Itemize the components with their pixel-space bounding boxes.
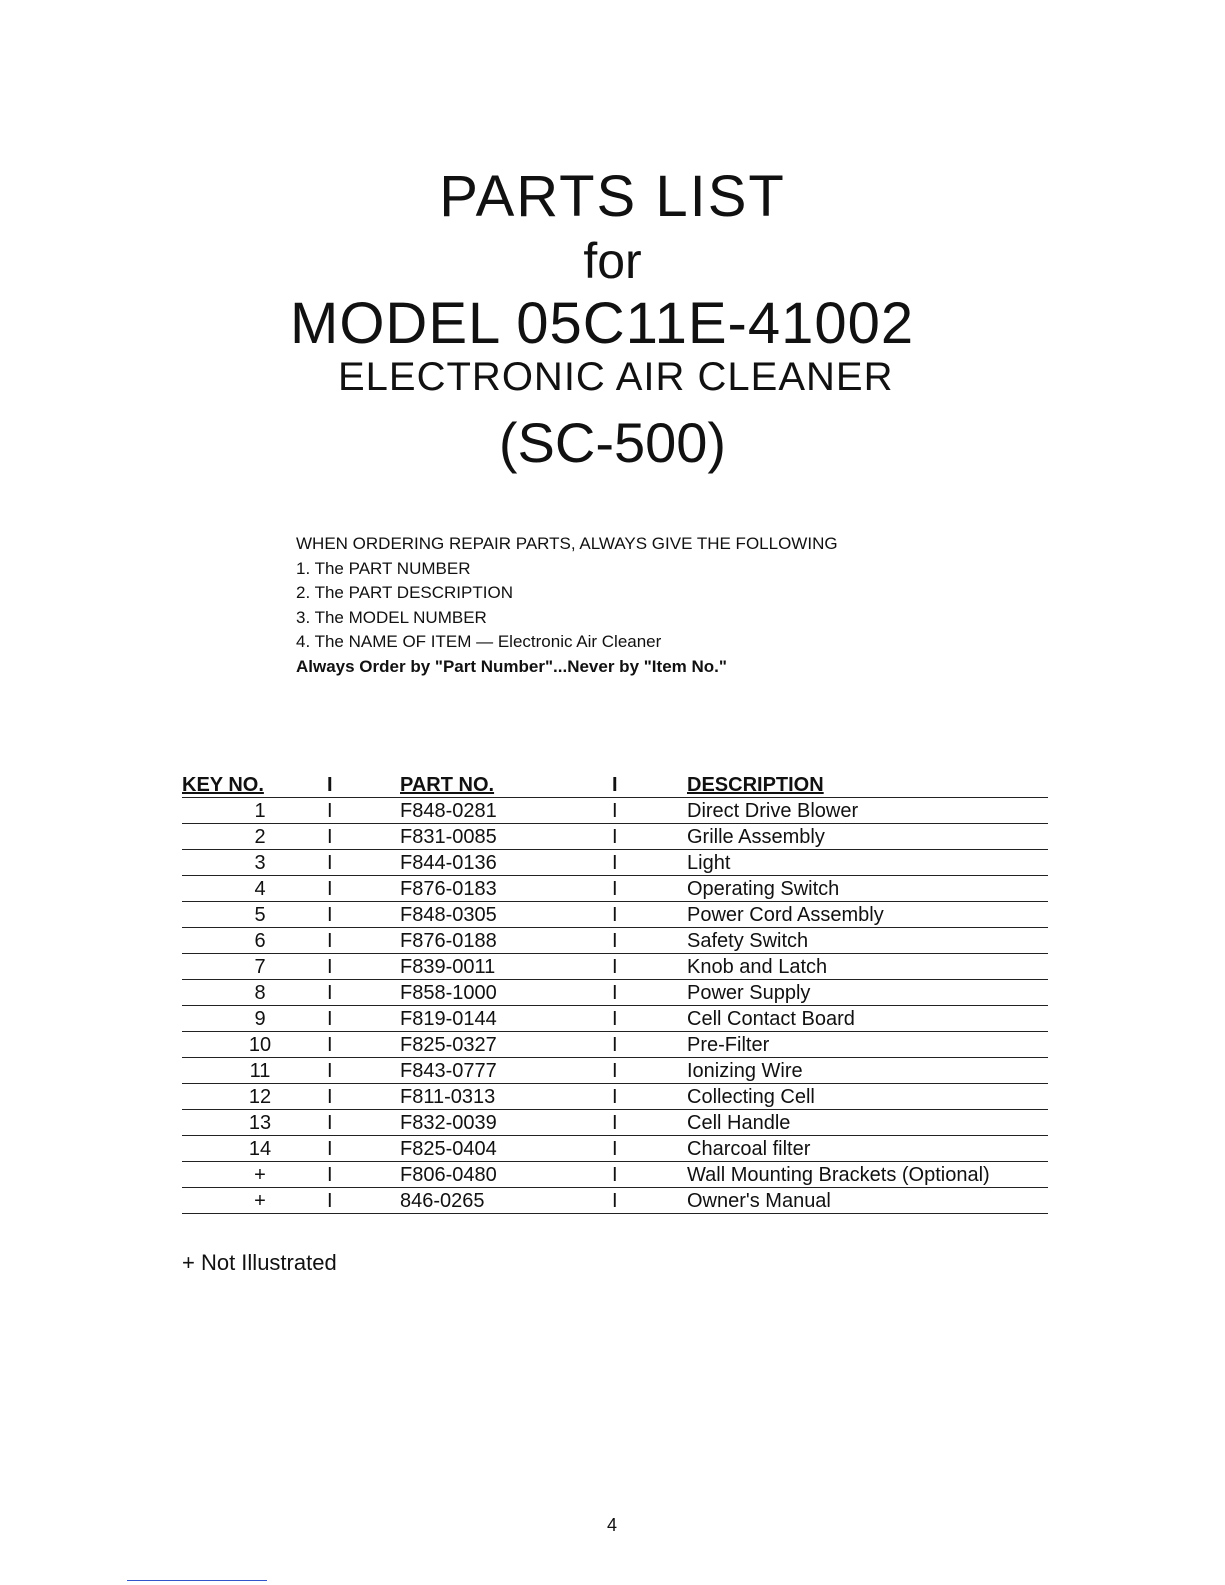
column-separator: I — [612, 1112, 618, 1134]
part-no-cell: F876-0183 — [400, 878, 497, 900]
column-separator: I — [327, 956, 333, 978]
table-row — [182, 1110, 1048, 1136]
key-no-cell: 12 — [248, 1086, 272, 1108]
instruction-item: 1. The PART NUMBER — [296, 558, 471, 578]
column-separator: I — [327, 852, 333, 874]
title-model: MODEL 05C11E-41002 — [290, 291, 915, 356]
part-no-cell: F839-0011 — [400, 956, 496, 978]
table-row — [182, 980, 1048, 1006]
column-separator: I — [327, 1164, 333, 1186]
part-no-cell: F831-0085 — [400, 826, 497, 848]
column-separator: I — [612, 878, 618, 900]
key-no-cell: 11 — [249, 1060, 271, 1082]
parts-table — [182, 772, 1048, 1214]
header-key-no: KEY NO. — [182, 774, 264, 796]
description-cell: Power Supply — [687, 982, 811, 1004]
title-parts-list: PARTS LIST — [439, 164, 786, 229]
column-separator: I — [612, 982, 618, 1004]
instruction-item: 2. The PART DESCRIPTION — [296, 583, 513, 602]
description-cell: Cell Handle — [687, 1112, 791, 1134]
ordering-instructions — [296, 532, 838, 679]
column-separator: I — [612, 826, 618, 848]
instruction-item: 4. The NAME OF ITEM — Electronic Air Cleaner — [296, 632, 662, 651]
order-note: Always Order by "Part Number"...Never by "Item No." — [296, 656, 727, 676]
page-number: 4 — [607, 1515, 618, 1535]
key-no-cell: + — [254, 1164, 266, 1186]
description-cell: Safety Switch — [687, 930, 809, 952]
column-separator: I — [327, 774, 333, 796]
column-separator: I — [612, 956, 618, 978]
description-cell: Ionizing Wire — [687, 1060, 803, 1082]
part-no-cell: F811-0313 — [400, 1086, 496, 1108]
title-code: (SC-500) — [498, 411, 727, 474]
key-no-cell: 3 — [254, 852, 266, 874]
column-separator: I — [327, 800, 333, 822]
column-separator: I — [612, 1008, 618, 1030]
header-description: DESCRIPTION — [687, 774, 824, 796]
title-product: ELECTRONIC AIR CLEANER — [338, 355, 894, 399]
column-separator: I — [327, 1086, 333, 1108]
instructions-heading: WHEN ORDERING REPAIR PARTS, ALWAYS GIVE THE FOLLOWING — [296, 534, 838, 553]
description-cell: Charcoal filter — [687, 1138, 811, 1160]
description-cell: Power Cord Assembly — [687, 904, 884, 926]
table-row — [182, 1032, 1048, 1058]
column-separator: I — [327, 930, 333, 952]
key-no-cell: 8 — [254, 982, 266, 1004]
table-row — [182, 928, 1048, 954]
table-row — [182, 1162, 1048, 1188]
column-separator: I — [612, 800, 618, 822]
key-no-cell: 2 — [254, 826, 266, 848]
table-row — [182, 798, 1048, 824]
table-row — [182, 1188, 1048, 1214]
bottom-rule — [127, 1580, 267, 1581]
description-cell: Grille Assembly — [687, 826, 825, 848]
description-cell: Wall Mounting Brackets (Optional) — [687, 1164, 990, 1186]
part-no-cell: F844-0136 — [400, 852, 497, 874]
part-no-cell: F848-0305 — [400, 904, 497, 926]
key-no-cell: + — [254, 1190, 266, 1212]
column-separator: I — [612, 774, 618, 796]
description-cell: Operating Switch — [687, 878, 840, 900]
key-no-cell: 1 — [254, 800, 266, 822]
column-separator: I — [612, 1164, 618, 1186]
column-separator: I — [327, 878, 333, 900]
key-no-cell: 7 — [254, 956, 266, 978]
key-no-cell: 10 — [248, 1034, 272, 1056]
table-row — [182, 1006, 1048, 1032]
key-no-cell: 14 — [248, 1138, 272, 1160]
key-no-cell: 9 — [254, 1008, 266, 1030]
description-cell: Direct Drive Blower — [687, 800, 859, 822]
table-row — [182, 954, 1048, 980]
key-no-cell: 5 — [254, 904, 266, 926]
row-rule — [182, 1213, 1048, 1214]
table-row — [182, 1058, 1048, 1084]
description-cell: Knob and Latch — [687, 956, 828, 978]
part-no-cell: F876-0188 — [400, 930, 497, 952]
table-row — [182, 902, 1048, 928]
column-separator: I — [327, 826, 333, 848]
description-cell: Cell Contact Board — [687, 1008, 855, 1030]
column-separator: I — [327, 982, 333, 1004]
description-cell: Pre-Filter — [687, 1034, 770, 1056]
column-separator: I — [327, 1112, 333, 1134]
column-separator: I — [327, 1190, 333, 1212]
column-separator: I — [327, 1138, 333, 1160]
column-separator: I — [612, 852, 618, 874]
title-for: for — [583, 233, 642, 289]
footnote: + Not Illustrated — [182, 1250, 337, 1275]
part-no-cell: F806-0480 — [400, 1164, 497, 1186]
column-separator: I — [612, 1190, 618, 1212]
column-separator: I — [612, 904, 618, 926]
table-row — [182, 876, 1048, 902]
column-separator: I — [612, 1086, 618, 1108]
table-row — [182, 824, 1048, 850]
part-no-cell: F858-1000 — [400, 982, 497, 1004]
table-row — [182, 1136, 1048, 1162]
column-separator: I — [612, 930, 618, 952]
part-no-cell: F819-0144 — [400, 1008, 497, 1030]
key-no-cell: 13 — [248, 1112, 272, 1134]
column-separator: I — [327, 1034, 333, 1056]
column-separator: I — [612, 1060, 618, 1082]
description-cell: Light — [687, 852, 731, 874]
column-separator: I — [612, 1034, 618, 1056]
column-separator: I — [612, 1138, 618, 1160]
key-no-cell: 6 — [254, 930, 266, 952]
part-no-cell: F848-0281 — [400, 800, 497, 822]
part-no-cell: 846-0265 — [400, 1190, 485, 1212]
description-cell: Owner's Manual — [687, 1190, 831, 1212]
instruction-item: 3. The MODEL NUMBER — [296, 607, 487, 627]
part-no-cell: F843-0777 — [400, 1060, 497, 1082]
table-row — [182, 850, 1048, 876]
column-separator: I — [327, 1060, 333, 1082]
key-no-cell: 4 — [254, 878, 266, 900]
part-no-cell: F832-0039 — [400, 1112, 497, 1134]
table-header — [182, 772, 1048, 798]
table-row — [182, 1084, 1048, 1110]
part-no-cell: F825-0404 — [400, 1138, 497, 1160]
column-separator: I — [327, 904, 333, 926]
header-part-no: PART NO. — [400, 774, 495, 796]
description-cell: Collecting Cell — [687, 1086, 815, 1108]
column-separator: I — [327, 1008, 333, 1030]
part-no-cell: F825-0327 — [400, 1034, 497, 1056]
